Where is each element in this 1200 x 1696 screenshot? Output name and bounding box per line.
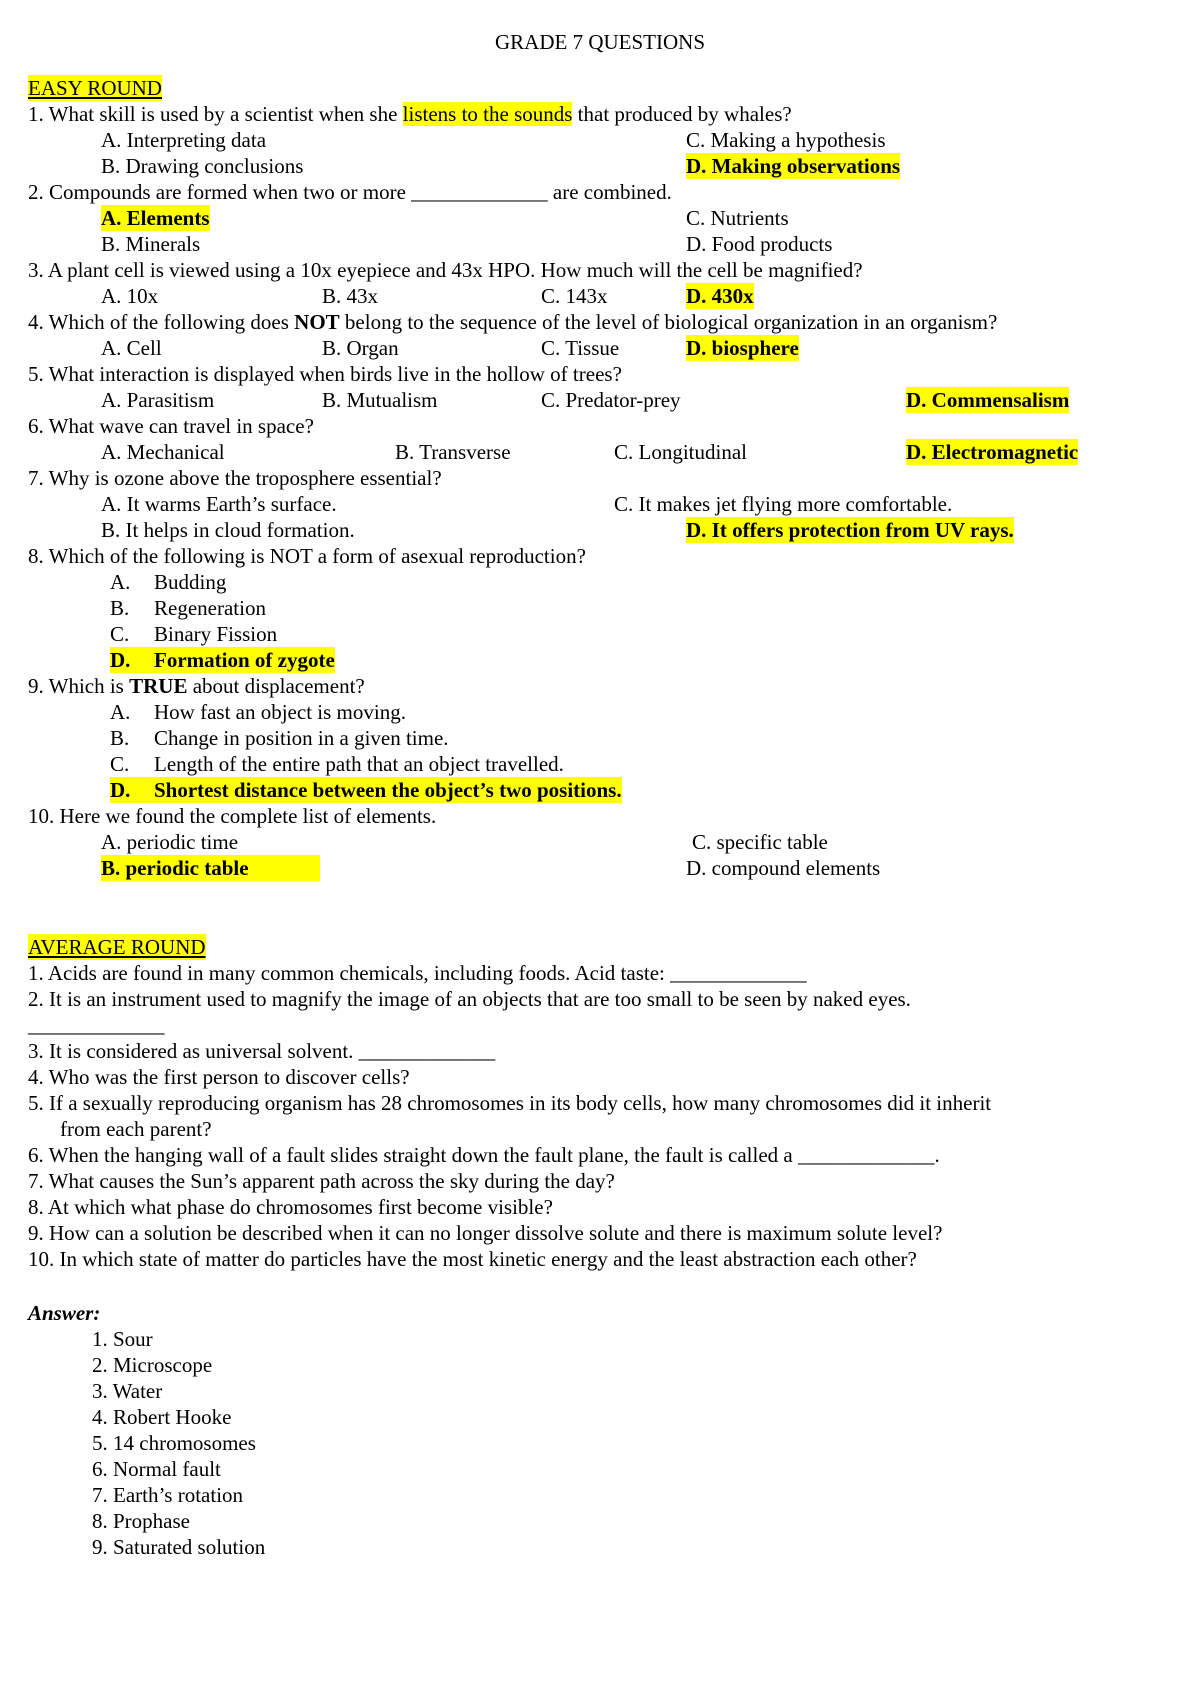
average-q5: 5. If a sexually reproducing organism has 28 chromosomes in its body cells, how many chromosomes did it inherit — [28, 1091, 992, 1115]
average-q1: 1. Acids are found in many common chemicals, including foods. Acid taste: _____________ — [28, 961, 807, 985]
easy-q1 — [28, 101, 792, 127]
easy-q1-highlight: listens to the sounds — [402, 102, 573, 126]
easy-q9-option-a — [110, 699, 406, 725]
easy-q7-option-b: B. It helps in cloud formation. — [101, 518, 355, 542]
easy-q10-option-a: A. periodic time — [101, 830, 239, 854]
easy-q9-option-b — [110, 725, 449, 751]
option-letter: C. — [110, 622, 130, 646]
easy-q6-option-a: A. Mechanical — [101, 440, 225, 464]
easy-q2: 2. Compounds are formed when two or more _____________ are combined. — [28, 180, 672, 204]
easy-q5: 5. What interaction is displayed when birds live in the hollow of trees? — [28, 362, 622, 386]
easy-q1-option-c: C. Making a hypothesis — [686, 128, 886, 152]
option-text: Shortest distance between the object’s two positions. — [154, 778, 622, 802]
option-text: Binary Fission — [154, 622, 278, 646]
option-letter: D. — [110, 778, 131, 802]
average-q5-continued: from each parent? — [60, 1117, 212, 1141]
easy-q1-text-post: that produced by whales? — [572, 102, 792, 126]
option-letter: A. — [110, 700, 131, 724]
option-letter: A. — [110, 570, 131, 594]
option-text: Budding — [154, 570, 227, 594]
easy-q7-option-d-answer: D. It offers protection from UV rays. — [686, 518, 1014, 542]
easy-q4-option-c: C. Tissue — [541, 336, 620, 360]
option-text: Regeneration — [154, 596, 266, 620]
average-q8: 8. At which what phase do chromosomes first become visible? — [28, 1195, 553, 1219]
average-q7: 7. What causes the Sun’s apparent path across the sky during the day? — [28, 1169, 615, 1193]
easy-q4-option-d-answer: D. biosphere — [686, 336, 799, 360]
easy-q9 — [28, 673, 365, 699]
average-q6: 6. When the hanging wall of a fault slides straight down the fault plane, the fault is called a _____________. — [28, 1143, 940, 1167]
easy-q3-option-a: A. 10x — [101, 284, 159, 308]
easy-q7-option-a: A. It warms Earth’s surface. — [101, 492, 337, 516]
easy-q10: 10. Here we found the complete list of elements. — [28, 804, 437, 828]
easy-q1-option-d-answer: D. Making observations — [686, 154, 901, 178]
easy-q8-option-d-answer — [110, 647, 335, 673]
easy-q9-option-c — [110, 751, 564, 777]
easy-q4-option-a: A. Cell — [101, 336, 162, 360]
easy-q2-option-a-answer: A. Elements — [101, 206, 210, 230]
easy-q4-text-pre: 4. Which of the following does — [28, 310, 295, 334]
easy-q3: 3. A plant cell is viewed using a 10x eyepiece and 43x HPO. How much will the cell be magnified? — [28, 258, 863, 282]
answer-item: 4. Robert Hooke — [92, 1405, 232, 1429]
easy-q3-option-d-answer: D. 430x — [686, 284, 754, 308]
easy-q4 — [28, 309, 997, 335]
answer-item: 2. Microscope — [92, 1353, 213, 1377]
easy-q7-option-c: C. It makes jet flying more comfortable. — [614, 492, 953, 516]
easy-q7: 7. Why is ozone above the troposphere essential? — [28, 466, 442, 490]
easy-q6-option-d-answer: D. Electromagnetic — [906, 440, 1079, 464]
easy-q4-text-post: belong to the sequence of the level of biological organization in an organism? — [339, 310, 998, 334]
answer-item: 5. 14 chromosomes — [92, 1431, 256, 1455]
easy-q5-option-d-answer: D. Commensalism — [906, 388, 1070, 412]
option-letter: C. — [110, 752, 130, 776]
easy-q6: 6. What wave can travel in space? — [28, 414, 314, 438]
easy-q3-option-c: C. 143x — [541, 284, 608, 308]
option-letter: B. — [110, 596, 130, 620]
answer-heading: Answer: — [28, 1301, 101, 1325]
easy-q9-option-d-answer — [110, 777, 622, 803]
easy-q4-option-b: B. Organ — [322, 336, 399, 360]
easy-q8: 8. Which of the following is NOT a form of asexual reproduction? — [28, 544, 586, 568]
easy-q5-option-c: C. Predator-prey — [541, 388, 681, 412]
easy-q8-option-c — [110, 621, 277, 647]
option-text: Formation of zygote — [154, 648, 335, 672]
easy-q9-text-post: about displacement? — [187, 674, 365, 698]
answer-item: 9. Saturated solution — [92, 1535, 266, 1559]
easy-q4-bold: NOT — [294, 310, 340, 334]
average-q2: 2. It is an instrument used to magnify the image of an objects that are too small to be seen by naked eyes. — [28, 987, 911, 1011]
easy-q2-option-d: D. Food products — [686, 232, 833, 256]
easy-q10-option-b-answer: B. periodic table — [101, 855, 320, 881]
easy-q8-option-a — [110, 569, 226, 595]
option-letter: D. — [110, 648, 131, 672]
easy-q3-option-b: B. 43x — [322, 284, 379, 308]
answer-item: 6. Normal fault — [92, 1457, 221, 1481]
easy-q5-option-b: B. Mutualism — [322, 388, 438, 412]
average-q2-blank: _____________ — [28, 1013, 165, 1037]
average-q3: 3. It is considered as universal solvent. _____________ — [28, 1039, 496, 1063]
option-text: Length of the entire path that an object travelled. — [154, 752, 564, 776]
easy-q1-option-a: A. Interpreting data — [101, 128, 267, 152]
option-text: Change in position in a given time. — [154, 726, 449, 750]
average-q9: 9. How can a solution be described when it can no longer dissolve solute and there is maximum solute level? — [28, 1221, 943, 1245]
easy-q6-option-c: C. Longitudinal — [614, 440, 747, 464]
answer-item: 8. Prophase — [92, 1509, 190, 1533]
answer-item: 1. Sour — [92, 1327, 153, 1351]
easy-q5-option-a: A. Parasitism — [101, 388, 215, 412]
option-letter: B. — [110, 726, 130, 750]
document-title: GRADE 7 QUESTIONS — [495, 30, 705, 54]
answer-item: 7. Earth’s rotation — [92, 1483, 244, 1507]
easy-q8-option-b — [110, 595, 266, 621]
average-q10: 10. In which state of matter do particles have the most kinetic energy and the least abstraction each other? — [28, 1247, 917, 1271]
easy-q10-option-d: D. compound elements — [686, 856, 881, 880]
option-text: How fast an object is moving. — [154, 700, 406, 724]
easy-round-heading: EASY ROUND — [28, 76, 162, 100]
easy-q9-bold: TRUE — [129, 674, 188, 698]
easy-q1-text-pre: 1. What skill is used by a scientist when she — [28, 102, 403, 126]
answer-item: 3. Water — [92, 1379, 163, 1403]
easy-q2-option-c: C. Nutrients — [686, 206, 789, 230]
easy-q1-option-b: B. Drawing conclusions — [101, 154, 304, 178]
easy-q2-option-b: B. Minerals — [101, 232, 201, 256]
easy-q6-option-b: B. Transverse — [395, 440, 511, 464]
average-q4: 4. Who was the first person to discover cells? — [28, 1065, 410, 1089]
average-round-heading: AVERAGE ROUND — [28, 935, 206, 959]
easy-q9-text-pre: 9. Which is — [28, 674, 130, 698]
easy-q10-option-c: C. specific table — [692, 830, 828, 854]
